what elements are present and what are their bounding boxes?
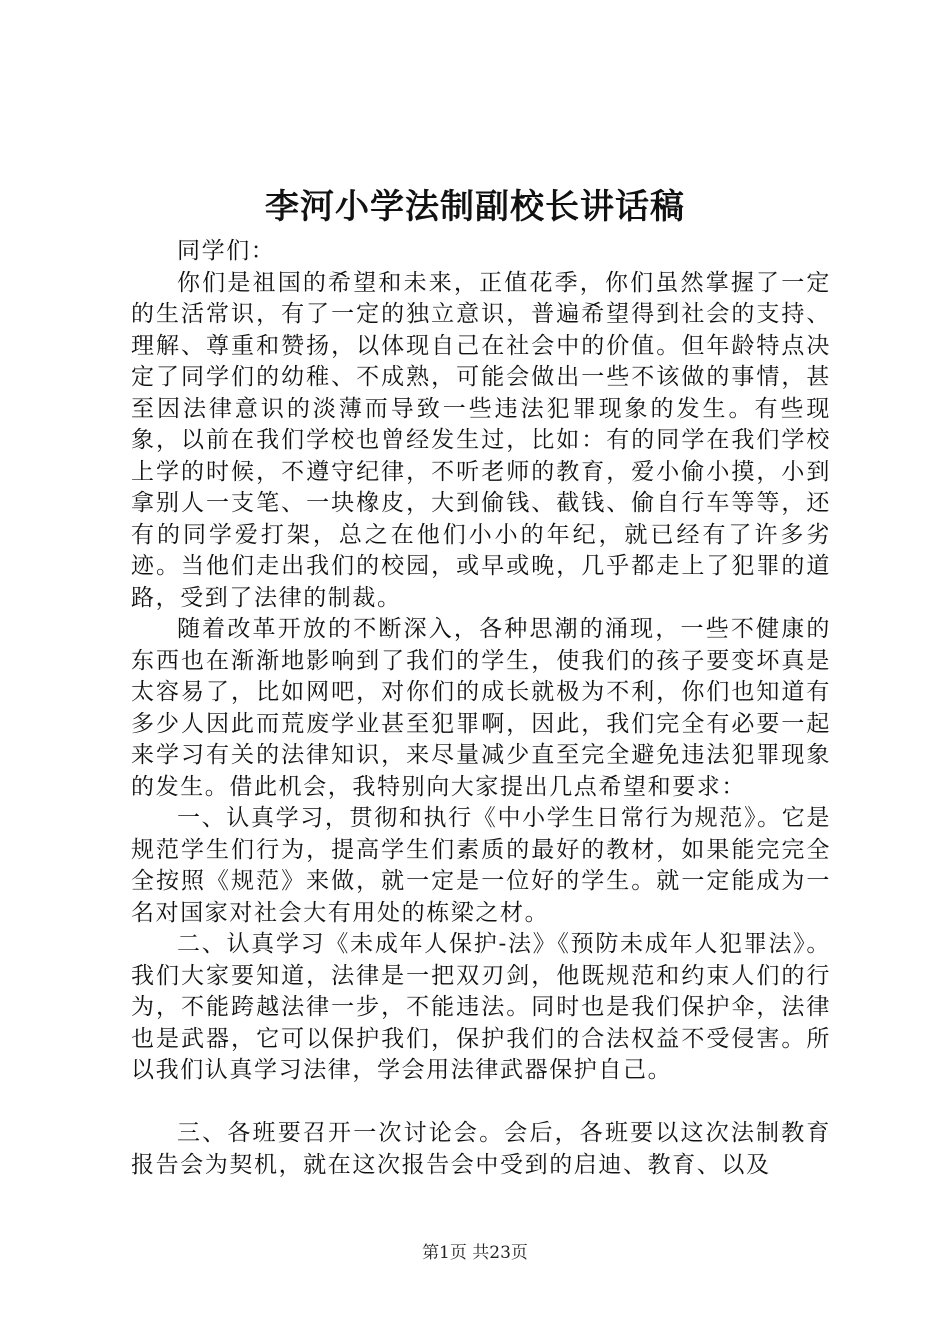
page-footer: 第1页 共23页 bbox=[422, 1243, 528, 1263]
paragraph-5: 三、各班要召开一次讨论会。会后，各班要以这次法制教育报告会为契机，就在这次报告会中受到的启迪、教育、以及 bbox=[131, 1120, 831, 1178]
document-body bbox=[131, 236, 831, 1181]
paragraph-2: 随着改革开放的不断深入，各种思潮的涌现，一些不健康的东西也在渐渐地影响到了我们的学生，使我们的孩子要变坏真是太容易了，比如网吧，对你们的成长就极为不利，你们也知道有多少人因此而荒废学业甚至犯罪啊，因此，我们完全有必要一起来学习有关的法律知识，来尽量减少直至完全避免违法犯罪现象的发生。借此机会，我特别向大家提出几点希望和要求： bbox=[131, 616, 831, 800]
paragraph-3: 一、认真学习，贯彻和执行《中小学生日常行为规范》。它是规范学生们行为，提高学生们素质的最好的教材，如果能完完全全按照《规范》来做，就一定是一位好的学生。就一定能成为一名对国家对社会大有用处的栋梁之材。 bbox=[131, 805, 831, 926]
salutation: 同学们： bbox=[177, 238, 276, 264]
paragraph-4: 二、认真学习《未成年人保护-法》《预防未成年人犯罪法》。我们大家要知道，法律是一把双刃剑，他既规范和约束人们的行为，不能跨越法律一步，不能违法。同时也是我们保护伞，法律也是武器，它可以保护我们，保护我们的合法权益不受侵害。所以我们认真学习法律，学会用法律武器保护自己。 bbox=[131, 931, 831, 1083]
document-title: 李河小学法制副校长讲话稿 bbox=[265, 187, 685, 227]
paragraph-1: 你们是祖国的希望和未来，正值花季，你们虽然掌握了一定的生活常识，有了一定的独立意识，普遍希望得到社会的支持、理解、尊重和赞扬，以体现自己在社会中的价值。但年龄特点决定了同学们的幼稚、不成熟，可能会做出一些不该做的事情，甚至因法律意识的淡薄而导致一些违法犯罪现象的发生。有些现象，以前在我们学校也曾经发生过，比如：有的同学在我们学校上学的时候，不遵守纪律，不听老师的教育，爱小偷小摸，小到拿别人一支笔、一块橡皮，大到偷钱、截钱、偷自行车等等，还有的同学爱打架，总之在他们小小的年纪，就已经有了许多劣迹。当他们走出我们的校园，或早或晚，几乎都走上了犯罪的道路，受到了法律的制裁。 bbox=[131, 269, 831, 611]
